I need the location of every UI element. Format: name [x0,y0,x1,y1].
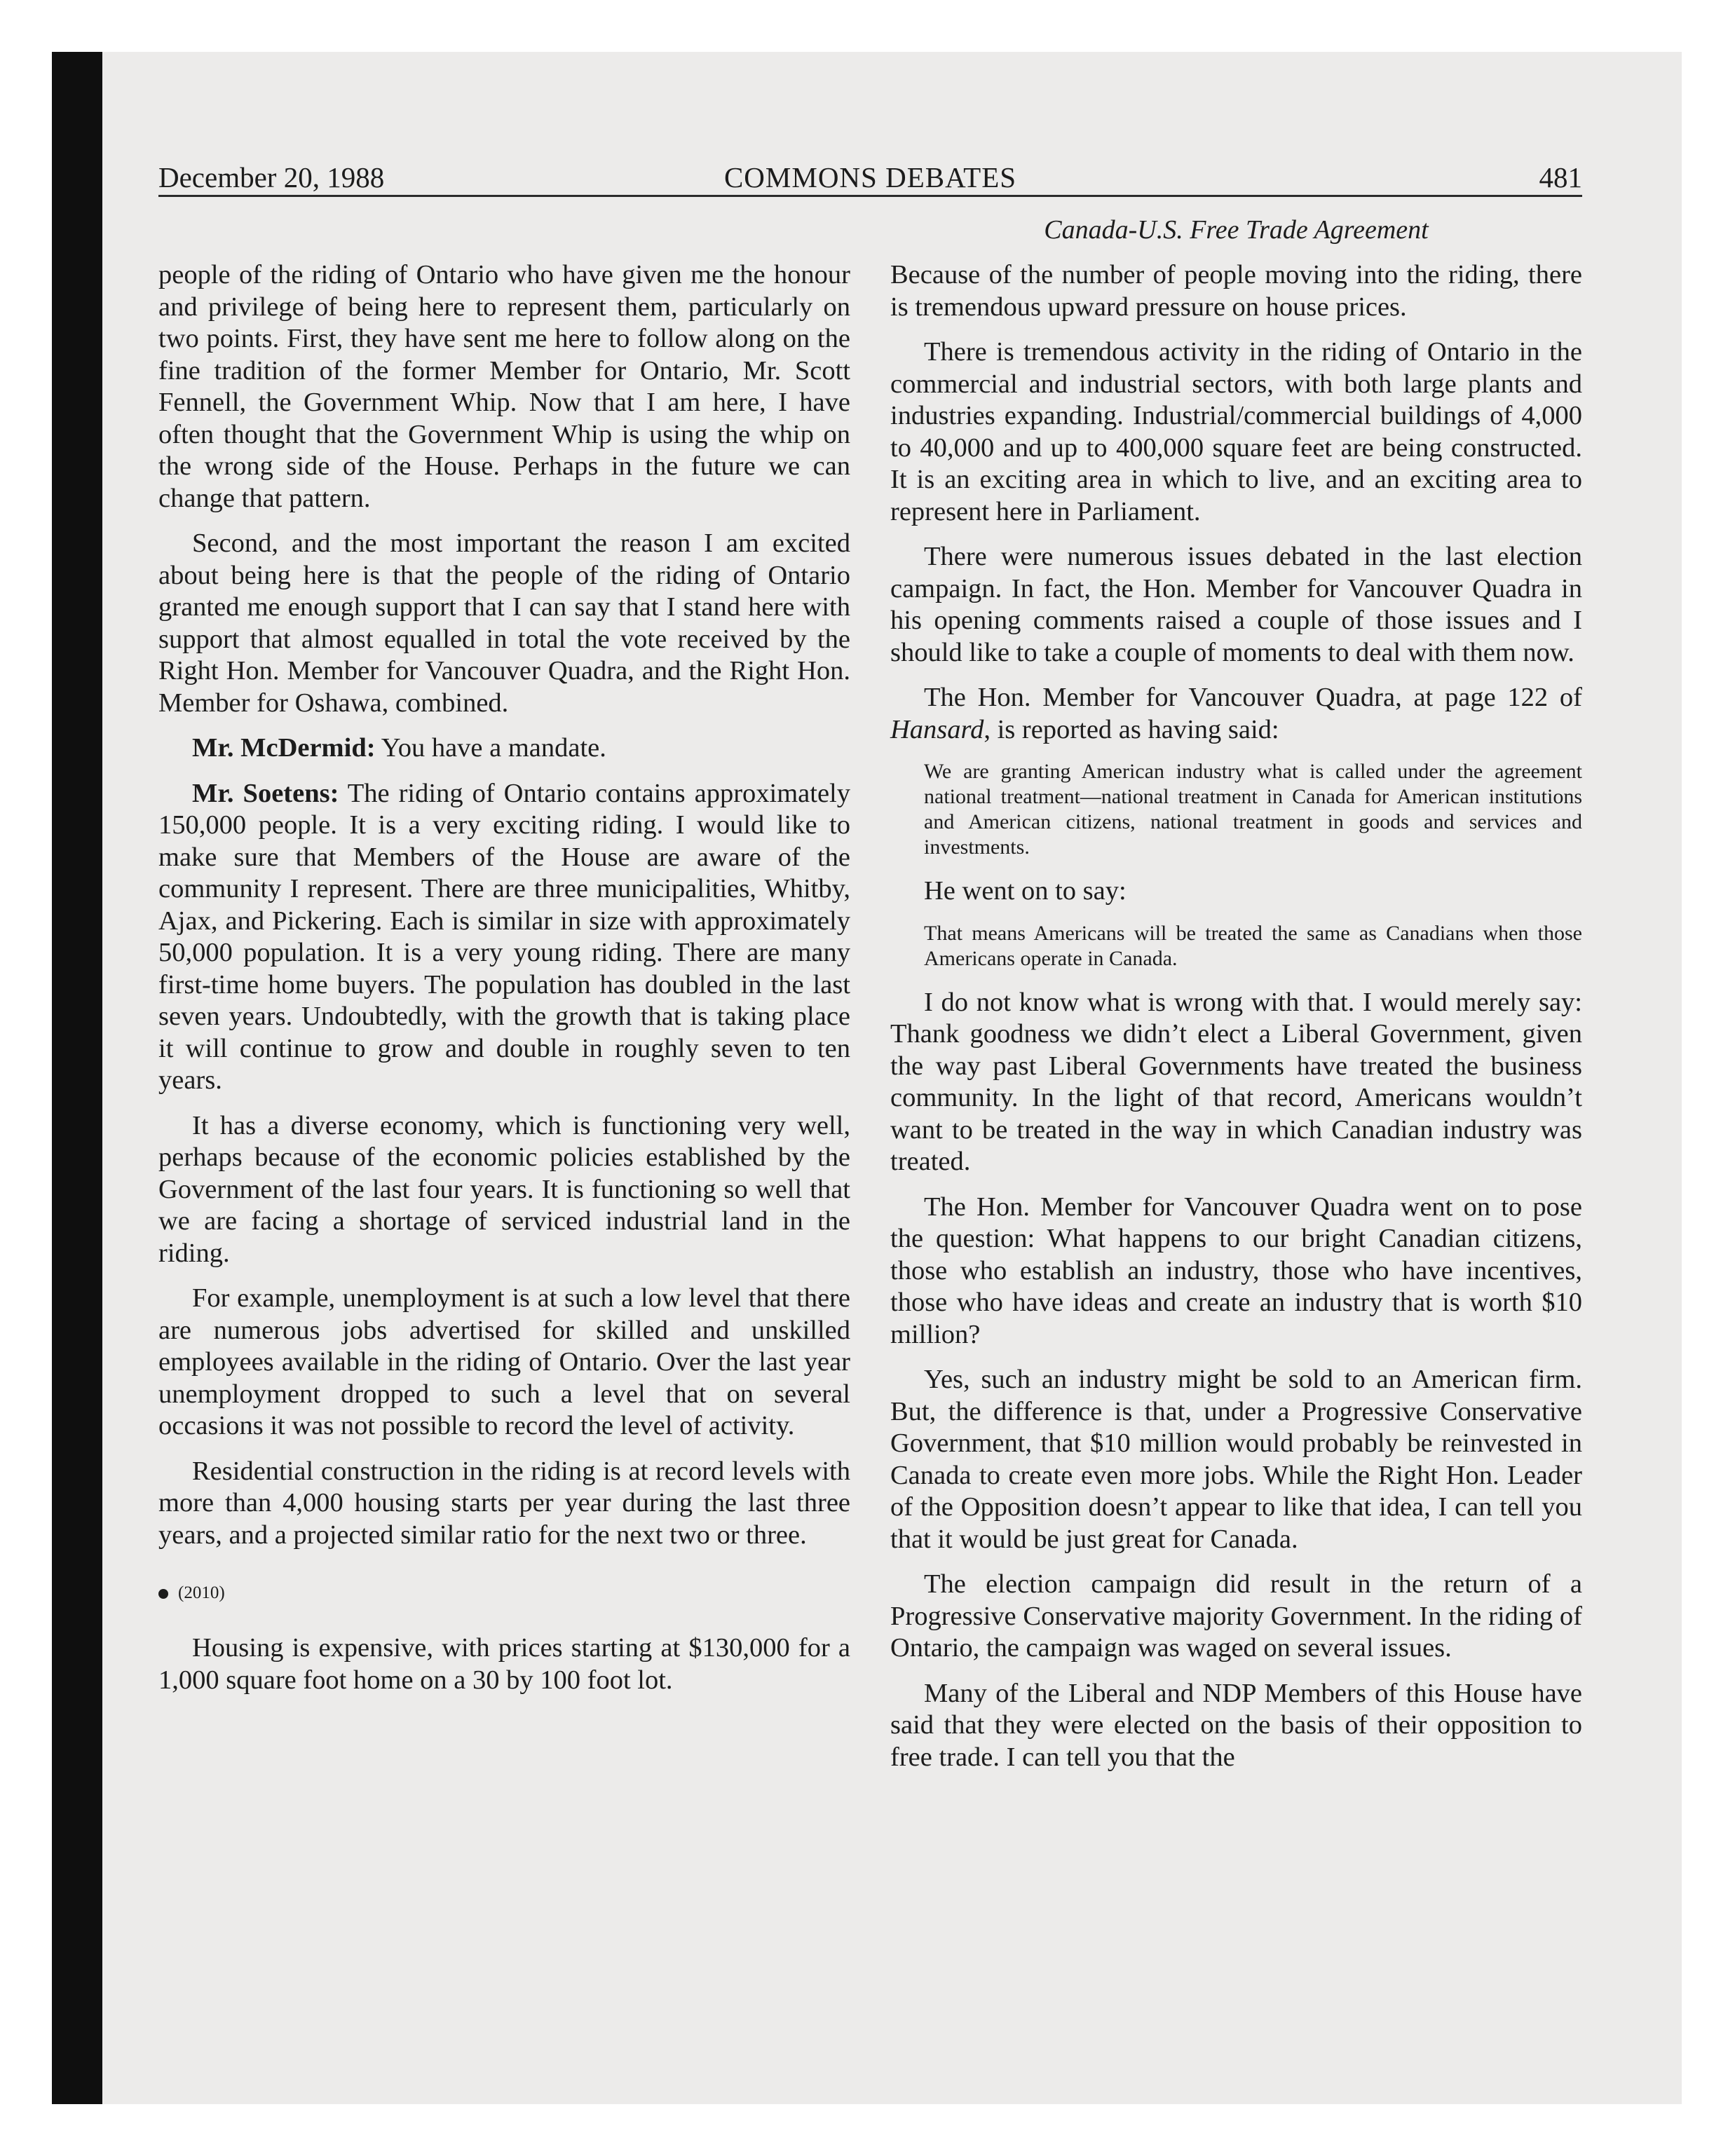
block-quote: That means Americans will be treated the same as Canadians when those Americans operate in Canada. [924,921,1582,970]
publication-title: Hansard [890,714,984,744]
speaker-name: Mr. McDermid: [192,733,376,763]
paragraph: He went on to say: [924,876,1127,906]
speech-paragraph [158,778,850,1097]
speech-paragraph [158,732,850,765]
paragraph: people of the riding of Ontario who have given me the honour and privilege of being here to represent them, particularly on two points. First, they have sent me here to follow along on the fine tradition of the former Member for Ontario, Mr. Scott Fennell, the Government Whip. Now that I am here, I have often thought that the Government Whip is using the whip on the wrong side of the House. Perhaps in the future we can change that pattern. [158,260,850,513]
section-subheading: Canada-U.S. Free Trade Agreement [1044,215,1429,245]
paragraph: Housing is expensive, with prices starting at $130,000 for a 1,000 square foot home on a 30 by 100 foot lot. [158,1633,850,1695]
speech-text: You have a mandate. [375,733,606,763]
paragraph: Yes, such an industry might be sold to an American firm. But, the difference is that, under a Progressive Conservative Government, that $10 million would probably be reinvested in Canada to create even more jobs. While the Right Hon. Leader of the Opposition doesn’t appear to like that idea, I can tell you that it would be just great for Canada. [890,1365,1582,1554]
page-header [158,160,1582,197]
paragraph: Many of the Liberal and NDP Members of this House have said that they were elected on the basis of their opposition to free trade. I can tell you that the [890,1678,1582,1772]
page-number: 481 [1539,161,1582,193]
binding-edge [52,52,102,2104]
paragraph: There is tremendous activity in the riding of Ontario in the commercial and industrial sectors, with both large plants and industries expanding. Industrial/commercial buildings of 4,000 to 40,000 and up to 400,000 square feet are being constructed. It is an exciting area in which to live, and an exciting area to represent here in Parliament. [890,337,1582,526]
bullet-icon [158,1589,168,1599]
time-marker-text: (2010) [178,1583,225,1602]
paragraph: It has a diverse economy, which is functioning very well, perhaps because of the economic policies established by the Government of the last four years. It is functioning so well that we are facing a shortage of serviced industrial land in the riding. [158,1110,850,1268]
paragraph-text: The Hon. Member for Vancouver Quadra, at page 122 of [924,683,1582,712]
left-column [158,259,850,1710]
time-marker [158,1579,850,1607]
header-title: COMMONS DEBATES [723,161,1017,193]
block-quote: We are granting American industry what is called under the agreement national treatment—national treatment in Canada for American institutions and American citizens, national treatment in goods and services and investments. [924,760,1582,859]
paragraph: There were numerous issues debated in the last election campaign. In fact, the Hon. Member for Vancouver Quadra in his opening comments raised a couple of those issues and I should like to take a couple of moments to deal with them now. [890,542,1582,667]
paragraph [890,682,1582,746]
speaker-name: Mr. Soetens: [192,778,339,808]
speech-text: The riding of Ontario contains approximately 150,000 people. It is a very exciting riding. I would like to make sure that Members of the House are aware of the community I represent. There are three municipalities, Whitby, Ajax, and Pickering. Each is similar in size with approximately 50,000 population. It is a very young riding. There are many first-time home buyers. The population has doubled in the last seven years. Undoubtedly, with the growth that is taking place it will continue to grow and double in roughly seven to ten years. [158,778,850,1095]
paragraph: Second, and the most important the reason I am excited about being here is that the people of the riding of Ontario granted me enough support that I can say that I stand here with support that almost equalled in total the vote received by the Right Hon. Member for Vancouver Quadra, and the Right Hon. Member for Oshawa, combined. [158,528,850,718]
paragraph: For example, unemployment is at such a low level that there are numerous jobs advertised for skilled and unskilled employees available in the riding of Ontario. Over the last year unemployment dropped to such a level that on several occasions it was not possible to record the level of activity. [158,1283,850,1440]
paragraph: Residential construction in the riding is at record levels with more than 4,000 housing starts per year during the last three years, and a projected similar ratio for the next two or three. [158,1456,850,1550]
paragraph: Because of the number of people moving into the riding, there is tremendous upward pressure on house prices. [890,260,1582,322]
right-column [890,259,1582,1787]
paragraph-text: , is reported as having said: [984,714,1279,744]
paragraph: I do not know what is wrong with that. I would merely say: Thank goodness we didn’t elect a Liberal Government, given the way past Liberal Governments have treated the business community. In the light of that record, Americans wouldn’t want to be treated in the way in which Canadian industry was treated. [890,987,1582,1176]
header-date: December 20, 1988 [158,161,385,193]
paragraph: The Hon. Member for Vancouver Quadra went on to pose the question: What happens to our bright Canadian citizens, those who establish an industry, those who have incentives, those who have ideas and create an industry that is worth $10 million? [890,1192,1582,1349]
paragraph: The election campaign did result in the return of a Progressive Conservative majority Government. In the riding of Ontario, the campaign was waged on several issues. [890,1569,1582,1663]
